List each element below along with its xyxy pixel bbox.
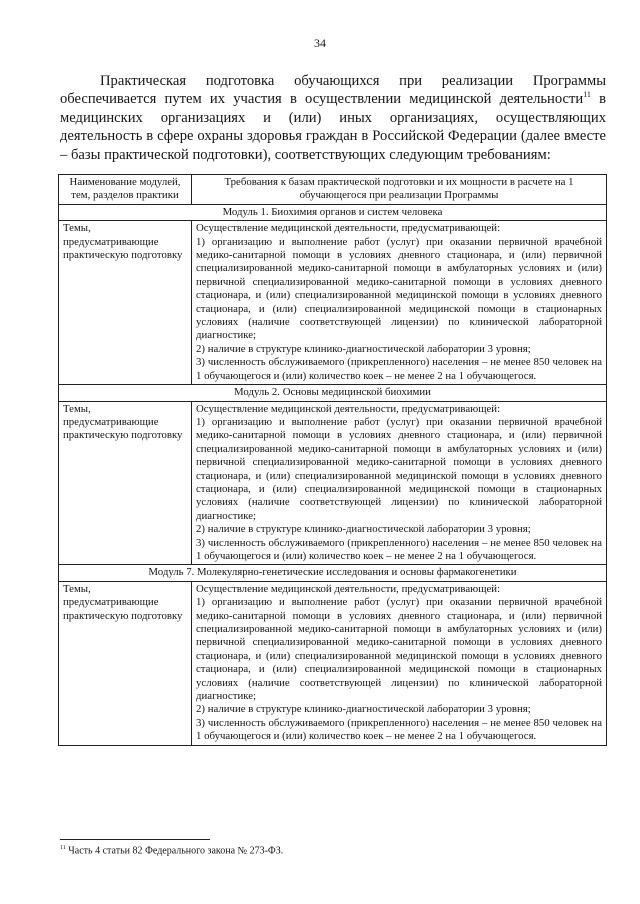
module-2-topics: Темы, предусматривающие практическую подготовку [59,401,192,565]
requirement-item: 1) организацию и выполнение работ (услуг) при оказании первичной врачебной медико-санитарной помощи в условиях дневного стационара, и (или) первичной специализированной медико-санитарной помощи в амбулаторных условиях и (или) первичной специализированной медико-санитарной помощи в условиях дневного стационара, и (или) специализированной медицинской помощи в условиях дневного стационара, и (или) специализированной медицинской помощи в стационарных условиях (наличие соответствующей лицензии) по клинической лабораторной диагностике; [196,415,602,522]
module-title-row [59,204,607,220]
requirement-item: 2) наличие в структуре клинико-диагностической лаборатории 3 уровня; [196,342,531,355]
module-7-title: Модуль 7. Молекулярно-генетические исследования и основы фармакогенетики [59,565,607,581]
requirement-item: 3) численность обслуживаемого (прикрепленного) населения – не менее 850 человек на 1 обучающегося и (или) количество коек – не менее 2 на 1 обучающегося. [196,536,602,562]
requirement-item: 2) наличие в структуре клинико-диагностической лаборатории 3 уровня; [196,703,531,716]
table-row [59,221,607,385]
requirement-item: 1) организацию и выполнение работ (услуг) при оказании первичной врачебной медико-санитарной помощи в условиях дневного стационара, и (или) первичной специализированной медико-санитарной помощи в амбулаторных условиях и (или) первичной специализированной медико-санитарной помощи в условиях дневного стационара, и (или) специализированной медицинской помощи в условиях дневного стационара, и (или) специализированной медицинской помощи в стационарных условиях (наличие соответствующей лицензии) по клинической лабораторной диагностике; [196,596,602,703]
requirement-item: 3) численность обслуживаемого (прикрепленного) населения – не менее 850 человек на 1 обучающегося и (или) количество коек – не менее 2 на 1 обучающегося. [196,716,602,743]
table-header-row [59,175,607,205]
module-title-row [59,565,607,581]
header-requirements: Требования к базам практической подготовки и их мощности в расчете на 1 обучающегося при реализации Программы [192,175,607,205]
intro-text-continued: в медицинских организациях и (или) иных организациях, осуществляющих деятельность в сфере охраны здоровья граждан в Российской Федерации (далее вместе – базы практической подготовки), соответствующих следующим требованиям: [60,91,606,163]
requirement-item: 1) организацию и выполнение работ (услуг) при оказании первичной врачебной медико-санитарной помощи в условиях дневного стационара, и (или) первичной специализированной медико-санитарной помощи в амбулаторных условиях и (или) первичной специализированной медико-санитарной помощи в условиях дневного стационара, и (или) специализированной медицинской помощи в условиях дневного стационара, и (или) специализированной медицинской помощи в стационарных условиях (наличие соответствующей лицензии) по клинической лабораторной диагностике; [196,235,602,342]
page-number: 34 [314,36,326,50]
footnote-divider [60,839,210,840]
module-1-title: Модуль 1. Биохимия органов и систем человека [59,204,607,220]
requirement-lead: Осуществление медицинской деятельности, предусматривающей: [196,582,501,595]
requirement-lead: Осуществление медицинской деятельности, предусматривающей: [196,402,501,415]
requirement-item: 3) численность обслуживаемого (прикрепленного) населения – не менее 850 человек на 1 обучающегося и (или) количество коек – не менее 2 на 1 обучающегося. [196,356,602,382]
module-2-title: Модуль 2. Основы медицинской биохимии [59,385,607,401]
module-1-requirements [192,221,607,385]
intro-text: Практическая подготовка обучающихся при реализации Программы обеспечивается путем их участия в осуществлении медицинской деятельности [60,73,606,108]
footnote-ref[interactable]: 11 [583,90,591,100]
module-title-row [59,385,607,401]
footnote-number: 11 [60,845,66,851]
module-2-requirements [192,401,607,565]
header-modules: Наименование модулей, тем, разделов практики [59,175,192,205]
requirements-table [58,174,607,746]
module-7-topics: Темы, предусматривающие практическую подготовку [59,581,192,745]
requirement-lead: Осуществление медицинской деятельности, предусматривающей: [196,222,501,235]
intro-paragraph [60,72,606,164]
requirement-item: 2) наличие в структуре клинико-диагностической лаборатории 3 уровня; [196,523,531,536]
table-row [59,401,607,565]
module-1-topics: Темы, предусматривающие практическую подготовку [59,221,192,385]
footnote-text: Часть 4 статьи 82 Федерального закона № 273-ФЗ. [65,845,284,857]
module-7-requirements [192,581,607,745]
table-row [59,581,607,745]
footnote [60,845,283,856]
